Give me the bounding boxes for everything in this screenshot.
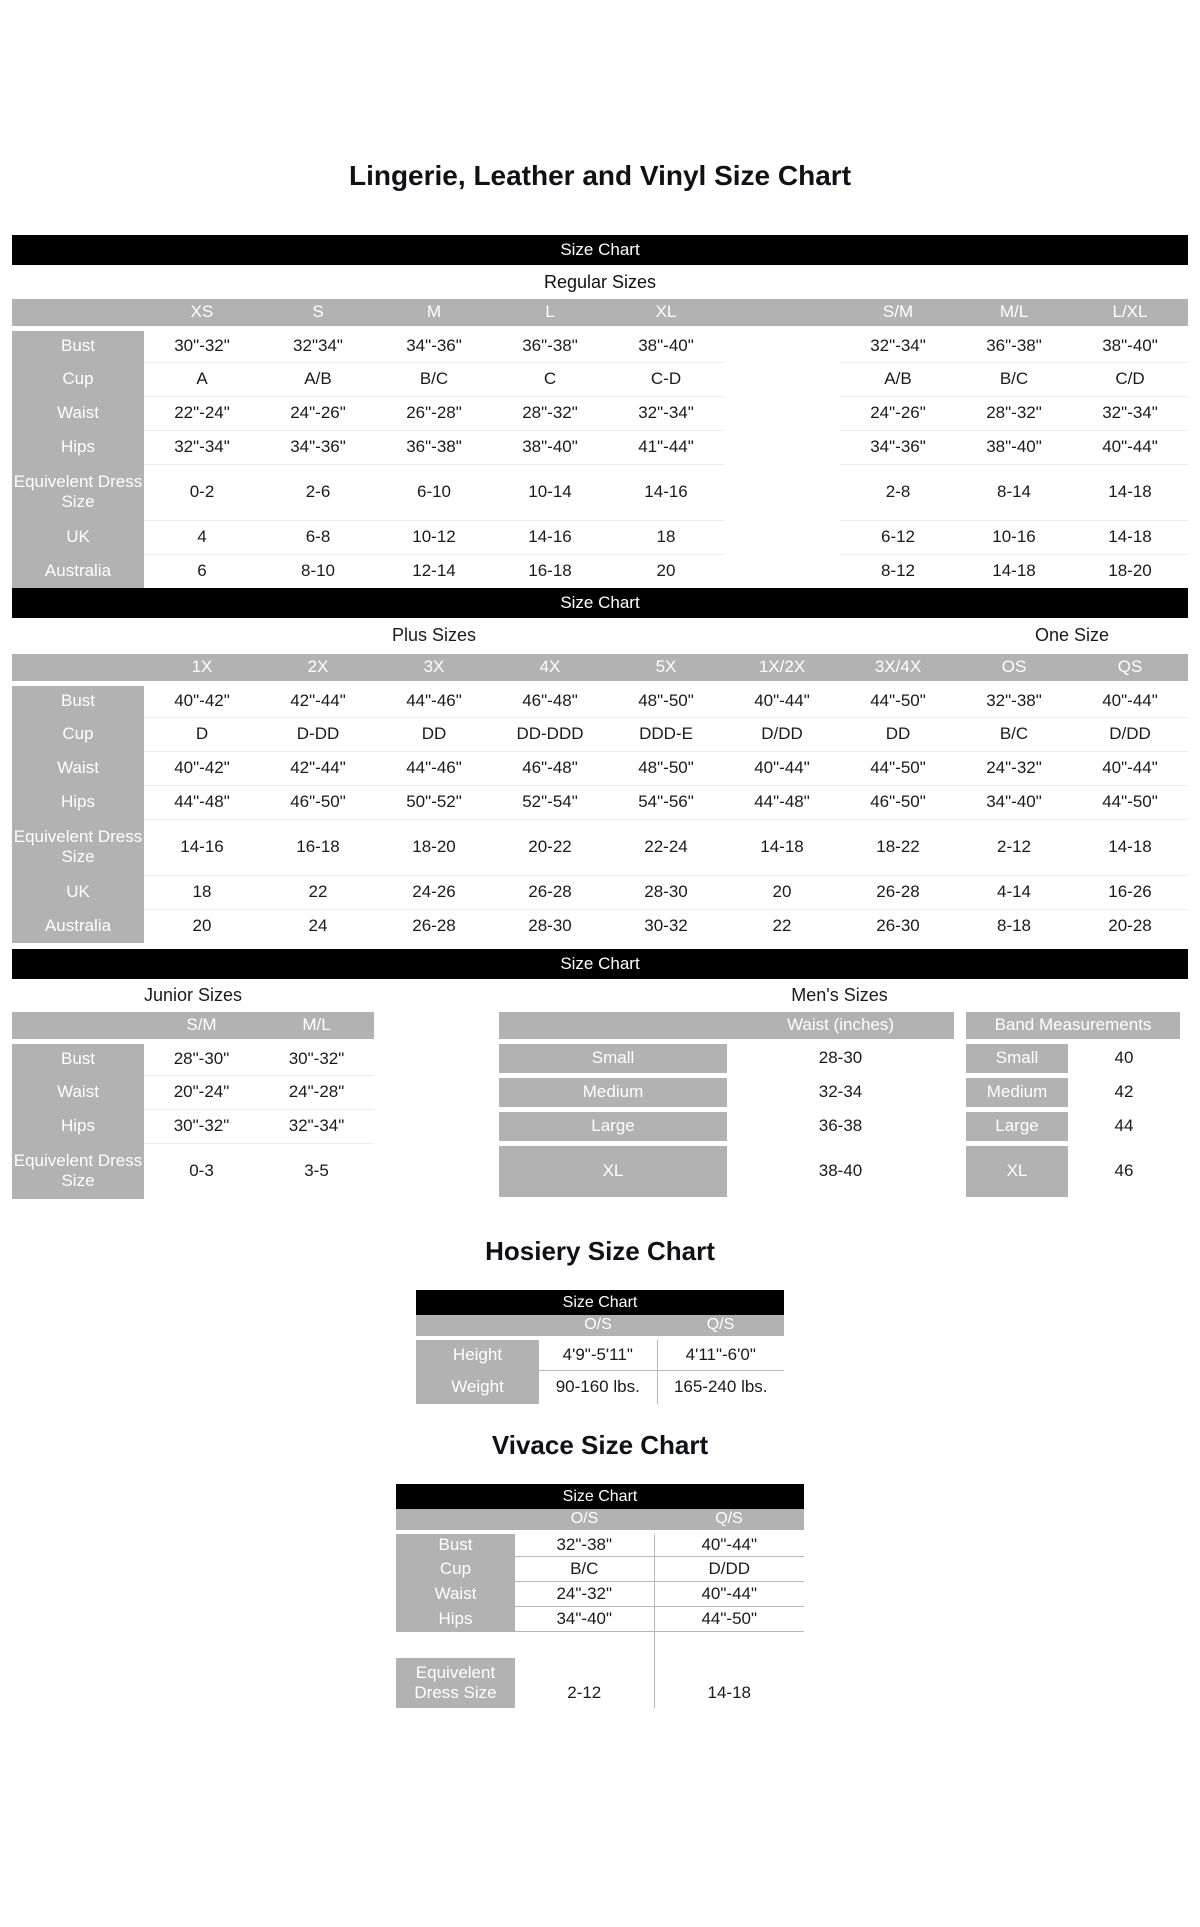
table-row — [396, 1658, 804, 1708]
table-header-row — [12, 1012, 374, 1041]
size-value: 44 — [1068, 1109, 1180, 1143]
size-value: 40 — [1068, 1041, 1180, 1075]
size-value: 8-10 — [260, 554, 376, 588]
col-header: QS — [1072, 654, 1188, 683]
row-label: Small — [499, 1041, 727, 1075]
row-label: Equivelent Dress Size — [12, 819, 144, 875]
mens-sizes-label: Men's Sizes — [791, 985, 888, 1005]
size-value: 10-14 — [492, 464, 608, 520]
row-label: Equivelent Dress Size — [396, 1658, 515, 1708]
table-row — [12, 909, 1188, 943]
row-label: XL — [499, 1143, 727, 1199]
col-header: 3X/4X — [840, 654, 956, 683]
size-value: 22"-24" — [144, 396, 260, 430]
size-value: 6-12 — [840, 520, 956, 554]
size-value: 14-18 — [1072, 819, 1188, 875]
gap-cell — [724, 362, 840, 396]
size-value: 2-8 — [840, 464, 956, 520]
row-label: Waist — [12, 396, 144, 430]
size-value: 44"-50" — [1072, 785, 1188, 819]
table-row — [12, 683, 1188, 717]
size-value: 41"-44" — [608, 430, 724, 464]
col-header: S/M — [144, 1012, 259, 1041]
size-value: DD — [840, 717, 956, 751]
size-value: 28-30 — [608, 875, 724, 909]
table-header-row — [12, 654, 1188, 683]
corner-cell — [12, 299, 144, 328]
row-label: Equivelent Dress Size — [12, 1143, 144, 1199]
mens-waist-table — [499, 1012, 954, 1202]
col-header: S/M — [840, 299, 956, 328]
size-value: 18-22 — [840, 819, 956, 875]
size-value: 18 — [608, 520, 724, 554]
col-header: 1X — [144, 654, 260, 683]
size-value: 20-22 — [492, 819, 608, 875]
col-header: 3X — [376, 654, 492, 683]
table-row — [12, 520, 1188, 554]
size-value: D/DD — [724, 717, 840, 751]
size-value: 24 — [260, 909, 376, 943]
size-value: 42"-44" — [260, 751, 376, 785]
size-value: 32"-34" — [144, 430, 260, 464]
table-row — [499, 1109, 954, 1143]
size-value: 24"-32" — [515, 1582, 654, 1607]
size-value: 14-18 — [956, 554, 1072, 588]
gap-cell — [724, 396, 840, 430]
size-value: 32"-34" — [1072, 396, 1188, 430]
size-value: 24"-26" — [260, 396, 376, 430]
size-value: 44"-46" — [376, 683, 492, 717]
size-value: 38"-40" — [1072, 328, 1188, 362]
row-label: Waist — [12, 751, 144, 785]
size-value: 32"34" — [260, 328, 376, 362]
size-value: A/B — [260, 362, 376, 396]
table-row — [12, 717, 1188, 751]
size-value: 46"-48" — [492, 751, 608, 785]
regular-sizes-table — [12, 299, 1188, 588]
junior-mens-tables — [12, 1012, 1188, 1202]
row-label: Australia — [12, 554, 144, 588]
size-value: 32-34 — [727, 1075, 954, 1109]
size-value: 54"-56" — [608, 785, 724, 819]
col-header: M/L — [259, 1012, 374, 1041]
col-header: 2X — [260, 654, 376, 683]
row-label: Large — [499, 1109, 727, 1143]
size-value: 30"-32" — [259, 1041, 374, 1075]
size-value: 14-18 — [1072, 520, 1188, 554]
row-label: Bust — [12, 683, 144, 717]
mens-tables — [499, 1012, 1180, 1202]
table-row — [12, 430, 1188, 464]
size-value: 38"-40" — [492, 430, 608, 464]
size-value: 14-16 — [144, 819, 260, 875]
size-value: 44"-48" — [144, 785, 260, 819]
size-value: 44"-50" — [840, 683, 956, 717]
row-label: Cup — [12, 717, 144, 751]
size-value: 8-18 — [956, 909, 1072, 943]
size-value: 28"-32" — [956, 396, 1072, 430]
size-value: 36"-38" — [492, 328, 608, 362]
size-value: 20 — [144, 909, 260, 943]
size-chart-bar: Size Chart — [12, 235, 1188, 265]
col-header: O/S — [515, 1509, 654, 1532]
table-row — [12, 328, 1188, 362]
row-label: Waist — [12, 1075, 144, 1109]
vivace-table — [396, 1509, 804, 1708]
size-value: 48"-50" — [608, 683, 724, 717]
size-value: 0-3 — [144, 1143, 259, 1199]
table-row — [966, 1075, 1180, 1109]
size-value: A/B — [840, 362, 956, 396]
hosiery-table — [416, 1315, 784, 1404]
size-value: 44"-50" — [654, 1607, 804, 1632]
size-value: 46 — [1068, 1143, 1180, 1199]
size-value: A — [144, 362, 260, 396]
size-value: D — [144, 717, 260, 751]
row-label: Cup — [12, 362, 144, 396]
size-value: 38"-40" — [956, 430, 1072, 464]
size-value: 26-28 — [840, 875, 956, 909]
size-value: D/DD — [1072, 717, 1188, 751]
size-value: 28-30 — [492, 909, 608, 943]
col-header — [724, 299, 840, 328]
size-value: 46"-50" — [260, 785, 376, 819]
size-value: 34"-36" — [376, 328, 492, 362]
size-value: 24"-28" — [259, 1075, 374, 1109]
table-row — [12, 1075, 374, 1109]
size-value: 4-14 — [956, 875, 1072, 909]
junior-mens-subtitles — [12, 979, 1188, 1012]
size-value: 28"-32" — [492, 396, 608, 430]
size-value: 44"-48" — [724, 785, 840, 819]
vivace-title: Vivace Size Chart — [491, 1429, 709, 1460]
corner-cell — [12, 654, 144, 683]
size-value: B/C — [956, 717, 1072, 751]
gap-cell — [724, 464, 840, 520]
size-value: DD — [376, 717, 492, 751]
size-value: C-D — [608, 362, 724, 396]
col-header: L — [492, 299, 608, 328]
size-value: 90-160 lbs. — [539, 1371, 657, 1404]
table-row — [396, 1582, 804, 1607]
size-value: 4'9"-5'11" — [539, 1338, 657, 1371]
table-row — [12, 875, 1188, 909]
gap-cell — [515, 1632, 654, 1658]
size-value: 22 — [260, 875, 376, 909]
size-value: 42"-44" — [260, 683, 376, 717]
regular-sizes-label: Regular Sizes — [543, 272, 657, 292]
plus-one-size-subtitles — [12, 618, 1188, 654]
size-value: 8-14 — [956, 464, 1072, 520]
size-value: B/C — [515, 1557, 654, 1582]
size-value: 40"-44" — [724, 751, 840, 785]
size-value: 10-16 — [956, 520, 1072, 554]
table-row — [12, 1109, 374, 1143]
col-header: S — [260, 299, 376, 328]
table-row — [12, 1143, 374, 1199]
size-value: 14-18 — [654, 1658, 804, 1708]
row-label: Weight — [416, 1371, 539, 1404]
size-value: 38-40 — [727, 1143, 954, 1199]
size-value: B/C — [956, 362, 1072, 396]
size-value: 46"-50" — [840, 785, 956, 819]
gap-cell — [654, 1632, 804, 1658]
size-value: 22 — [724, 909, 840, 943]
table-header-row — [396, 1509, 804, 1532]
hosiery-section — [416, 1290, 784, 1404]
size-value: 38"-40" — [608, 328, 724, 362]
size-value: 4'11"-6'0" — [657, 1338, 784, 1371]
row-label: Hips — [12, 430, 144, 464]
col-header: Q/S — [654, 1509, 804, 1532]
col-header: OS — [956, 654, 1072, 683]
row-label: Waist — [396, 1582, 515, 1607]
size-value: 36-38 — [727, 1109, 954, 1143]
row-label: Australia — [12, 909, 144, 943]
row-label: Equivelent Dress Size — [12, 464, 144, 520]
size-chart-bar: Size Chart — [396, 1484, 804, 1509]
junior-sizes-table — [12, 1012, 374, 1199]
gap-cell — [724, 328, 840, 362]
size-value: 18-20 — [1072, 554, 1188, 588]
size-value: 40"-44" — [724, 683, 840, 717]
page-title: Lingerie, Leather and Vinyl Size Chart — [348, 160, 852, 191]
row-label: UK — [12, 520, 144, 554]
table-row — [12, 751, 1188, 785]
size-value: D/DD — [654, 1557, 804, 1582]
size-chart-bar: Size Chart — [416, 1290, 784, 1315]
col-header: Waist (inches) — [727, 1012, 954, 1041]
size-value: 2-6 — [260, 464, 376, 520]
one-size-label: One Size — [1034, 625, 1110, 645]
size-value: 4 — [144, 520, 260, 554]
size-value: 2-12 — [515, 1658, 654, 1708]
size-value: 6-10 — [376, 464, 492, 520]
size-value: 34"-36" — [260, 430, 376, 464]
size-value: 6-8 — [260, 520, 376, 554]
size-value: 32"-38" — [515, 1532, 654, 1557]
gap-cell — [396, 1632, 515, 1658]
size-value: 36"-38" — [956, 328, 1072, 362]
col-header: O/S — [539, 1315, 657, 1338]
table-row — [499, 1075, 954, 1109]
size-value: 34"-40" — [515, 1607, 654, 1632]
size-value: 48"-50" — [608, 751, 724, 785]
col-header: 4X — [492, 654, 608, 683]
gap-cell — [724, 430, 840, 464]
table-header-row — [416, 1315, 784, 1338]
size-value: 14-16 — [608, 464, 724, 520]
table-row — [416, 1338, 784, 1371]
table-header-row — [499, 1012, 954, 1041]
table-row — [396, 1557, 804, 1582]
table-row — [12, 785, 1188, 819]
size-value: 30"-32" — [144, 1109, 259, 1143]
size-value: 32"-38" — [956, 683, 1072, 717]
row-label: Hips — [12, 785, 144, 819]
corner-cell — [396, 1509, 515, 1532]
spacer-row — [396, 1632, 804, 1658]
gap-cell — [724, 520, 840, 554]
size-value: 2-12 — [956, 819, 1072, 875]
size-value: 16-26 — [1072, 875, 1188, 909]
size-value: 22-24 — [608, 819, 724, 875]
size-value: 34"-36" — [840, 430, 956, 464]
row-label: Height — [416, 1338, 539, 1371]
page-content — [12, 0, 1188, 1708]
col-header: 5X — [608, 654, 724, 683]
size-value: 26-28 — [376, 909, 492, 943]
size-value: 44"-50" — [840, 751, 956, 785]
table-header-row — [12, 299, 1188, 328]
col-header: 1X/2X — [724, 654, 840, 683]
table-row — [499, 1041, 954, 1075]
table-row — [12, 1041, 374, 1075]
junior-sizes-label: Junior Sizes — [143, 985, 243, 1005]
size-value: 18 — [144, 875, 260, 909]
size-value: 8-12 — [840, 554, 956, 588]
size-value: 165-240 lbs. — [657, 1371, 784, 1404]
plus-sizes-label: Plus Sizes — [391, 625, 477, 645]
size-value: 50"-52" — [376, 785, 492, 819]
table-row — [12, 362, 1188, 396]
size-value: 30-32 — [608, 909, 724, 943]
size-value: 42 — [1068, 1075, 1180, 1109]
table-row — [12, 396, 1188, 430]
size-value: 16-18 — [260, 819, 376, 875]
row-label: Hips — [396, 1607, 515, 1632]
size-value: DDD-E — [608, 717, 724, 751]
corner-cell — [12, 1012, 144, 1041]
size-value: 14-16 — [492, 520, 608, 554]
hosiery-title: Hosiery Size Chart — [485, 1235, 715, 1266]
size-value: 6 — [144, 554, 260, 588]
table-row — [12, 554, 1188, 588]
size-value: 20 — [724, 875, 840, 909]
size-value: 32"-34" — [840, 328, 956, 362]
size-value: 14-18 — [1072, 464, 1188, 520]
table-row — [499, 1143, 954, 1199]
mens-band-table — [966, 1012, 1180, 1202]
table-row — [966, 1041, 1180, 1075]
row-label: Medium — [499, 1075, 727, 1109]
size-value: 28-30 — [727, 1041, 954, 1075]
size-value: B/C — [376, 362, 492, 396]
table-row — [396, 1607, 804, 1632]
table-row — [12, 464, 1188, 520]
size-value: 40"-44" — [1072, 683, 1188, 717]
size-value: 30"-32" — [144, 328, 260, 362]
row-label: Small — [966, 1041, 1068, 1075]
size-value: 26-28 — [492, 875, 608, 909]
row-label: Bust — [12, 1041, 144, 1075]
size-value: 40"-44" — [1072, 430, 1188, 464]
size-value: 32"-34" — [608, 396, 724, 430]
table-row — [396, 1532, 804, 1557]
size-value: 24"-26" — [840, 396, 956, 430]
size-value: 3-5 — [259, 1143, 374, 1199]
table-row — [416, 1371, 784, 1404]
size-value: 52"-54" — [492, 785, 608, 819]
size-value: 40"-44" — [1072, 751, 1188, 785]
size-value: 40"-44" — [654, 1532, 804, 1557]
col-header: XS — [144, 299, 260, 328]
size-value: 16-18 — [492, 554, 608, 588]
col-header: XL — [608, 299, 724, 328]
table-header-row — [966, 1012, 1180, 1041]
vivace-section — [396, 1484, 804, 1708]
row-label: UK — [12, 875, 144, 909]
corner-cell — [499, 1012, 727, 1041]
size-chart-bar: Size Chart — [12, 949, 1188, 979]
row-label: Large — [966, 1109, 1068, 1143]
table-row — [12, 819, 1188, 875]
size-value: 26-30 — [840, 909, 956, 943]
col-header: M — [376, 299, 492, 328]
size-chart-bar: Size Chart — [12, 588, 1188, 618]
size-value: C/D — [1072, 362, 1188, 396]
size-value: DD-DDD — [492, 717, 608, 751]
gap-cell — [724, 554, 840, 588]
col-header: M/L — [956, 299, 1072, 328]
size-value: 28"-30" — [144, 1041, 259, 1075]
table-row — [966, 1143, 1180, 1199]
row-label: Bust — [396, 1532, 515, 1557]
row-label: Bust — [12, 328, 144, 362]
size-value: 40"-42" — [144, 751, 260, 785]
size-value: 20-28 — [1072, 909, 1188, 943]
size-value: 34"-40" — [956, 785, 1072, 819]
size-value: 44"-46" — [376, 751, 492, 785]
col-header: L/XL — [1072, 299, 1188, 328]
row-label: Medium — [966, 1075, 1068, 1109]
size-value: 32"-34" — [259, 1109, 374, 1143]
size-value: 18-20 — [376, 819, 492, 875]
corner-cell — [416, 1315, 539, 1338]
size-value: 20"-24" — [144, 1075, 259, 1109]
size-value: 40"-44" — [654, 1582, 804, 1607]
col-header: Q/S — [657, 1315, 784, 1338]
size-value: 12-14 — [376, 554, 492, 588]
size-value: D-DD — [260, 717, 376, 751]
size-value: C — [492, 362, 608, 396]
size-value: 14-18 — [724, 819, 840, 875]
size-value: 20 — [608, 554, 724, 588]
size-value: 46"-48" — [492, 683, 608, 717]
size-value: 24-26 — [376, 875, 492, 909]
size-value: 10-12 — [376, 520, 492, 554]
col-header: Band Measurements — [966, 1012, 1180, 1041]
table-row — [966, 1109, 1180, 1143]
row-label: Cup — [396, 1557, 515, 1582]
row-label: Hips — [12, 1109, 144, 1143]
size-value: 36"-38" — [376, 430, 492, 464]
size-value: 0-2 — [144, 464, 260, 520]
plus-sizes-table — [12, 654, 1188, 943]
size-value: 40"-42" — [144, 683, 260, 717]
size-value: 26"-28" — [376, 396, 492, 430]
size-value: 24"-32" — [956, 751, 1072, 785]
row-label: XL — [966, 1143, 1068, 1199]
